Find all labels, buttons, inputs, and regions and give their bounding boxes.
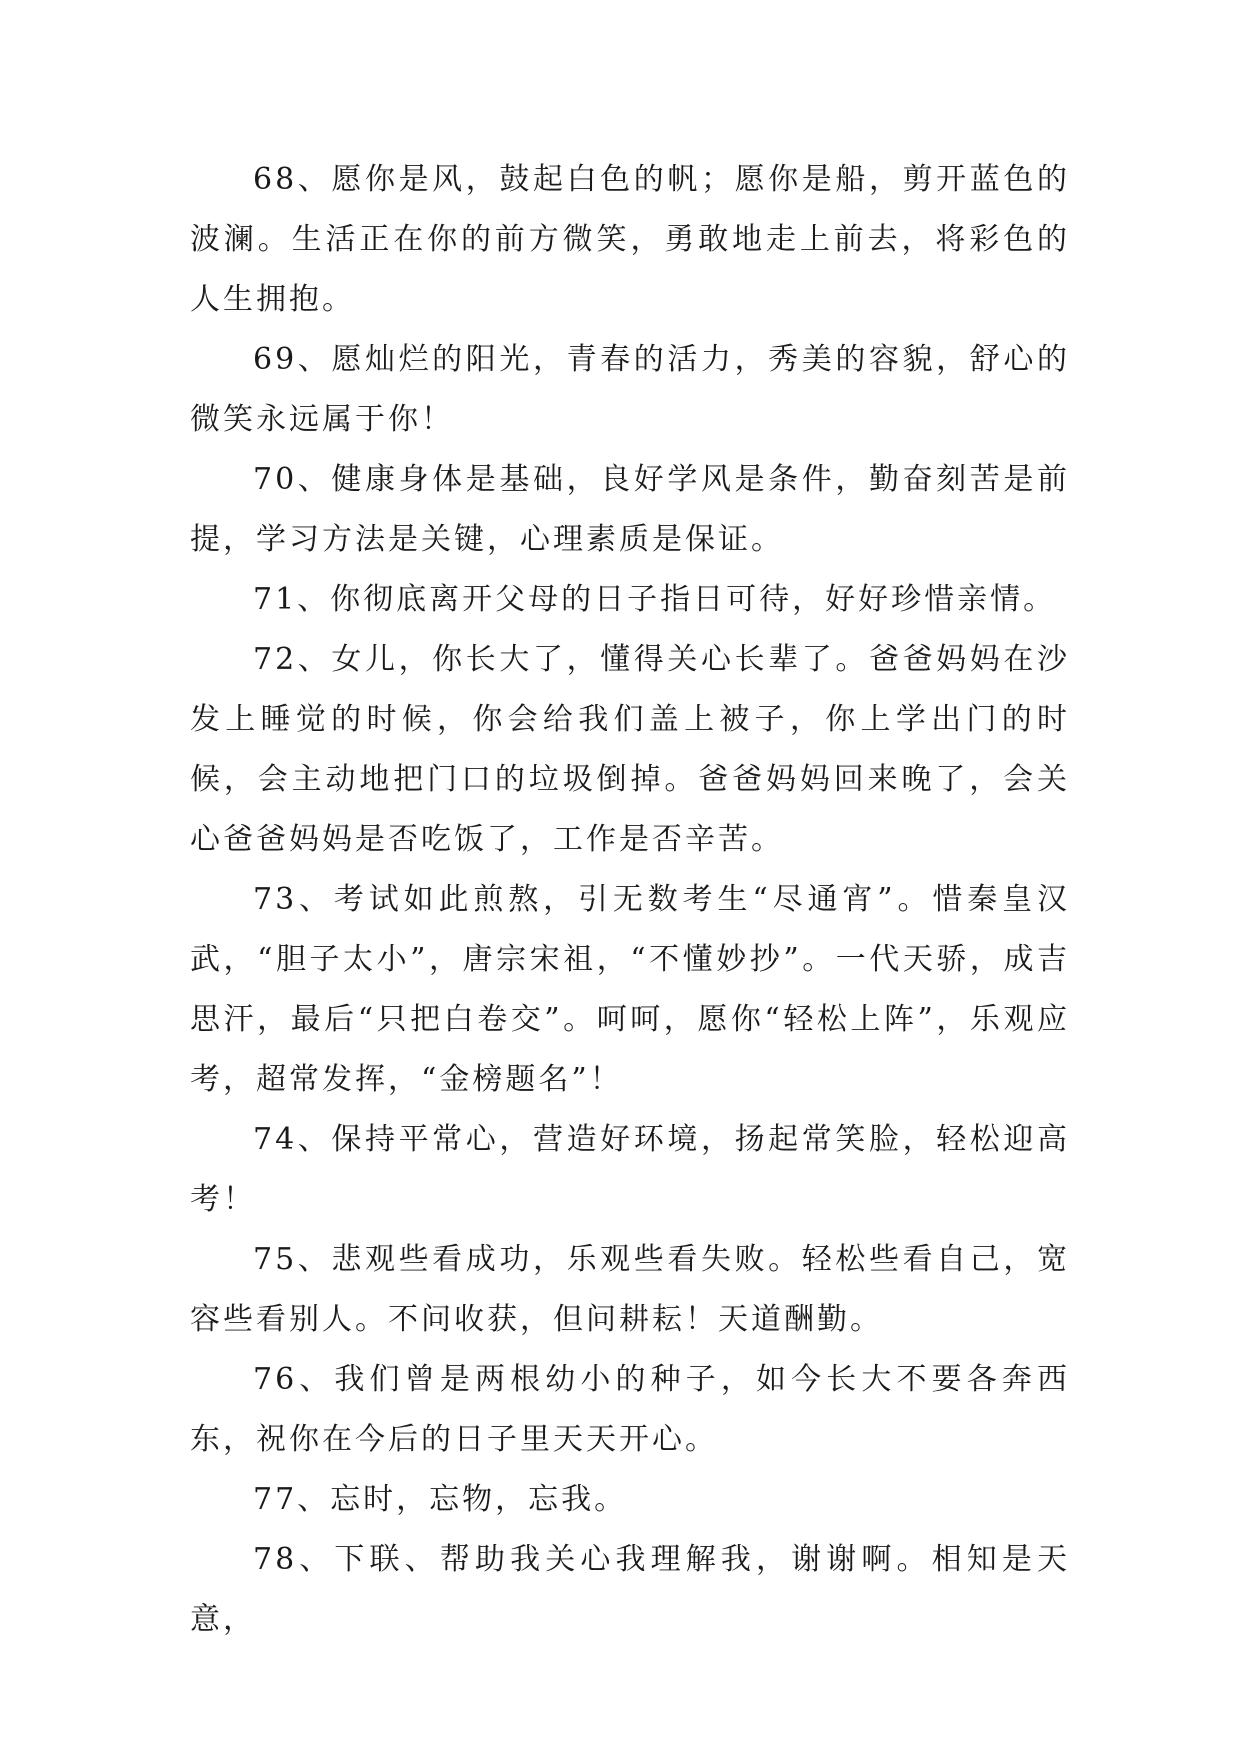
paragraph-72: 72、女儿，你长大了，懂得关心长辈了。爸爸妈妈在沙发上睡觉的时候，你会给我们盖上被子，你上学出门的时候，会主动地把门口的垃圾倒掉。爸爸妈妈回来晚了，会关心爸爸妈妈是否吃饭了，工作是否辛苦。 [190, 642, 1070, 857]
paragraph-73: 73、考试如此煎熬，引无数考生“尽通宵”。惜秦皇汉武，“胆子太小”，唐宗宋祖，“不懂妙抄”。一代天骄，成吉思汗，最后“只把白卷交”。呵呵，愿你“轻松上阵”，乐观应考，超常发挥，“金榜题名”！ [190, 882, 1070, 1097]
paragraph-77: 77、忘时，忘物，忘我。 [253, 1482, 628, 1517]
paragraph-75: 75、悲观些看成功，乐观些看失败。轻松些看自己，宽容些看别人。不问收获，但问耕耘！天道酬勤。 [190, 1242, 1070, 1337]
document-body [190, 150, 1070, 1650]
paragraph-74: 74、保持平常心，营造好环境，扬起常笑脸，轻松迎高考！ [190, 1122, 1070, 1217]
paragraph-68: 68、愿你是风，鼓起白色的帆；愿你是船，剪开蓝色的波澜。生活正在你的前方微笑，勇敢地走上前去，将彩色的人生拥抱。 [190, 162, 1070, 317]
paragraph-69: 69、愿灿烂的阳光，青春的活力，秀美的容貌，舒心的微笑永远属于你！ [190, 342, 1070, 437]
paragraph-78: 78、下联、帮助我关心我理解我，谢谢啊。相知是天意， [190, 1542, 1070, 1637]
paragraph-76: 76、我们曾是两根幼小的种子，如今长大不要各奔西东，祝你在今后的日子里天天开心。 [190, 1362, 1070, 1457]
paragraph-71: 71、你彻底离开父母的日子指日可待，好好珍惜亲情。 [253, 582, 1057, 617]
paragraph-70: 70、健康身体是基础，良好学风是条件，勤奋刻苦是前提，学习方法是关键，心理素质是保证。 [190, 462, 1070, 557]
